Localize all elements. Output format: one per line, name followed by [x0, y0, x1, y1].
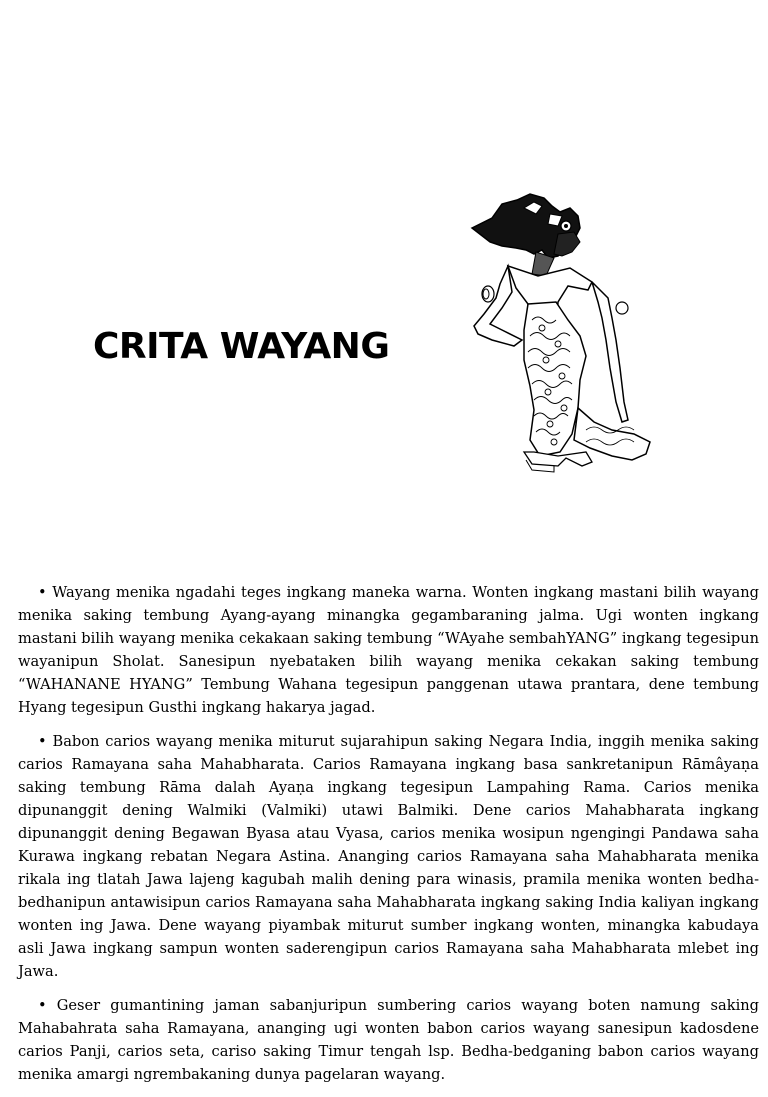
- paragraph: [18, 994, 759, 1086]
- bullet-icon: •: [38, 733, 47, 750]
- paragraph-text: Babon carios wayang menika miturut sujarahipun saking Negara India, inggih menika saking carios Ramayana saha Mahabharata. Carios Ramayana ingkang basa sankretanipun Rāmâyaṇa saking tembung Rāma dalah Ayaṇa ingkang tegesipun Lampahing Rama. Carios menika dipunanggit dening Walmiki (Valmiki) utawi Balmiki. Dene carios Mahabharata ingkang dipunanggit dening Begawan Byasa atau Vyasa, carios menika wosipun ngengingi Pandawa saha Kurawa ingkang rebatan Negara Astina. Ananging carios Ramayana saha Mahabharata menika rikala ing tlatah Jawa lajeng kagubah malih dening para winasis, pramila menika wonten bedha-bedhanipun antawisipun carios Ramayana saha Mahabharata ingkang saking India kaliyan ingkang wonten ing Jawa. Dene wayang piyambak miturut sumber ingkang wonten, minangka kabudaya asli Jawa ingkang sampun wonten saderengipun carios Ramayana saha Mahabharata mlebet ing Jawa.: [18, 733, 759, 980]
- document-body: [18, 581, 759, 1097]
- bullet-icon: •: [38, 997, 47, 1014]
- paragraph-text: Wayang menika ngadahi teges ingkang maneka warna. Wonten ingkang mastani bilih wayang menika saking tembung Ayang-ayang minangka gegambaraning jalma. Ugi wonten ingkang mastani bilih wayang menika cekakaan saking tembung “WAyahe sembahYANG” ingkang tegesipun wayanipun Sholat. Sanesipun nyebataken bilih wayang menika cekakan saking tembung “WAHANANE HYANG” Tembung Wahana tegesipun panggenan utawa prantara, dene tembung Hyang tegesipun Gusthi ingkang hakarya jagad.: [18, 584, 759, 716]
- paragraph-text: Geser gumantining jaman sabanjuripun sumbering carios wayang boten namung saking Mahabahrata saha Ramayana, ananging ugi wonten babon carios wayang sanesipun kadosdene carios Panji, carios seta, cariso saking Timur tengah lsp. Bedha-bedganing babon carios wayang menika amargi ngrembakaning dunya pagelaran wayang.: [18, 997, 760, 1083]
- wayang-puppet-image: [462, 190, 662, 475]
- bullet-icon: •: [38, 584, 47, 601]
- paragraph: [18, 581, 759, 719]
- page-title: CRITA WAYANG: [93, 326, 390, 367]
- paragraph: [18, 730, 759, 983]
